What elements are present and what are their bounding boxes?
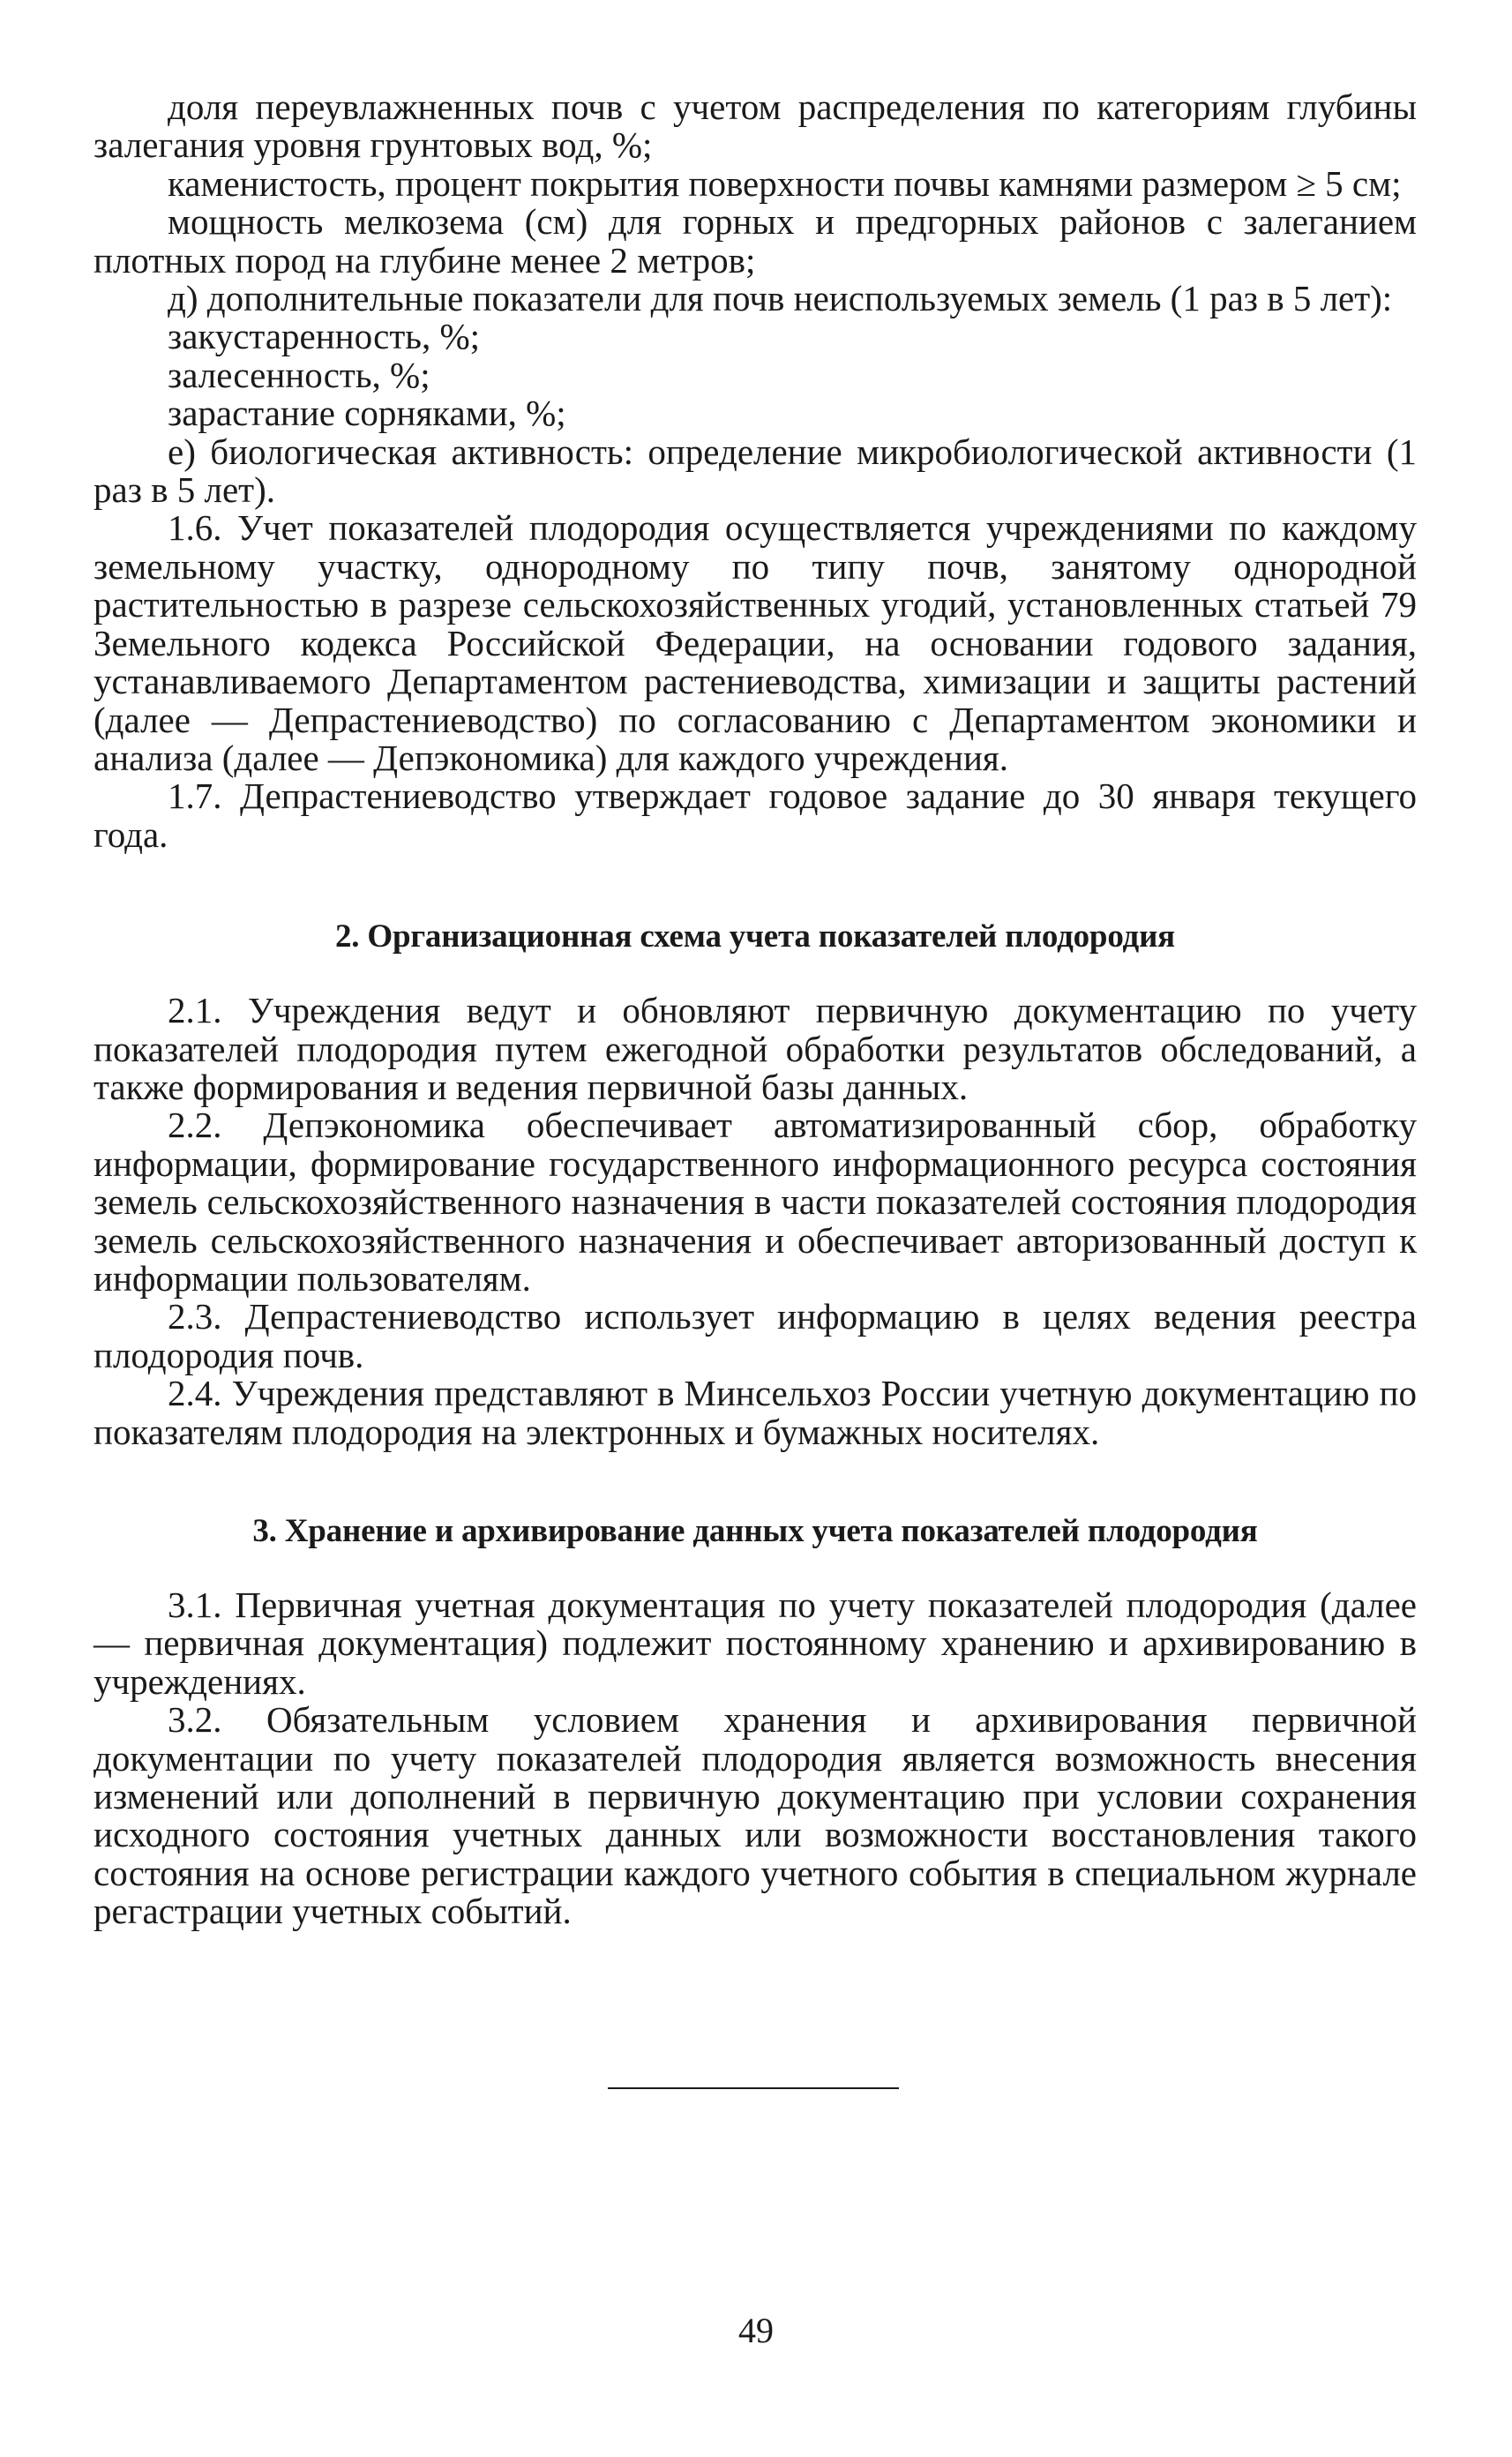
paragraph: зарастание сорняками, %; [168,393,566,434]
paragraph: 3.2. Обязательным условием хранения и архивирования первичной документации по учету показателей плодородия является возможность внесения изменений или дополнений в первичную документацию при условии сохранения исходного состояния учетных данных или возможности восстановления такого состояния на основе регистрации каждого учетного события в специальном журнале регастрации учетных событий. [94,1699,1417,1932]
section-3-body [94,1586,1417,1931]
paragraph: залесенность, %; [168,354,430,395]
paragraph: е) биологическая активность: определение микробиологической активности (1 раз в 5 лет). [94,431,1417,511]
paragraph: мощность мелкозема (см) для горных и предгорных районов с залеганием плотных пород на глубине менее 2 метров; [94,201,1417,281]
top-text-block [94,88,1417,854]
section-3-heading: 3. Хранение и архивирование данных учета показателей плодородия [252,1513,1258,1549]
paragraph: 1.6. Учет показателей плодородия осуществляется учреждениями по каждому земельному участку, однородному по типу почв, занятому однородной растительностью в разрезе сельскохозяйственных угодий, установленных статьей 79 Земельного кодекса Российской Федерации, на основании годового задания, устанавливаемого Департаментом растениеводства, химизации и защиты растений (далее — Депрастениеводство) по согласованию с Департаментом экономики и анализа (далее — Депэкономика) для каждого учреждения. [94,507,1417,778]
page-number: 49 [738,2311,774,2350]
paragraph: д) дополнительные показатели для почв неиспользуемых земель (1 раз в 5 лет): [168,278,1393,319]
section-2-heading: 2. Организационная схема учета показателей плодородия [334,918,1176,955]
paragraph: 1.7. Депрастениеводство утверждает годовое задание до 30 января текущего года. [94,775,1417,855]
paragraph: доля переувлажненных почв с учетом распределения по категориям глубины залегания уровня грунтовых вод, %; [94,86,1417,166]
paragraph: 2.3. Депрастениеводство использует информацию в целях ведения реестра плодородия почв. [94,1296,1417,1375]
paragraph: 2.1. Учреждения ведут и обновляют первичную документацию по учету показателей плодородия путем ежегодной обработки результатов обследований, а также формирования и ведения первичной базы данных. [94,990,1417,1107]
document-page [94,88,1417,1931]
paragraph: 3.1. Первичная учетная документация по учету показателей плодородия (далее — первичная документация) подлежит постоянному хранению и архивированию в учреждениях. [94,1584,1417,1702]
section-2-body [94,992,1417,1451]
paragraph: закустаренность, %; [168,316,481,357]
paragraph: каменистость, процент покрытия поверхности почвы камнями размером ≥ 5 см; [168,162,1402,204]
section-end-rule [608,2087,899,2089]
paragraph: 2.2. Депэкономика обеспечивает автоматизированный сбор, обработку информации, формирование государственного информационного ресурса состояния земель сельскохозяйственного назначения в части показателей состояния плодородия земель сельскохозяйственного назначения и обеспечивает авторизованный доступ к информации пользователям. [94,1105,1417,1299]
paragraph: 2.4. Учреждения представляют в Минсельхоз России учетную документацию по показателям плодородия на электронных и бумажных носителях. [94,1373,1417,1452]
